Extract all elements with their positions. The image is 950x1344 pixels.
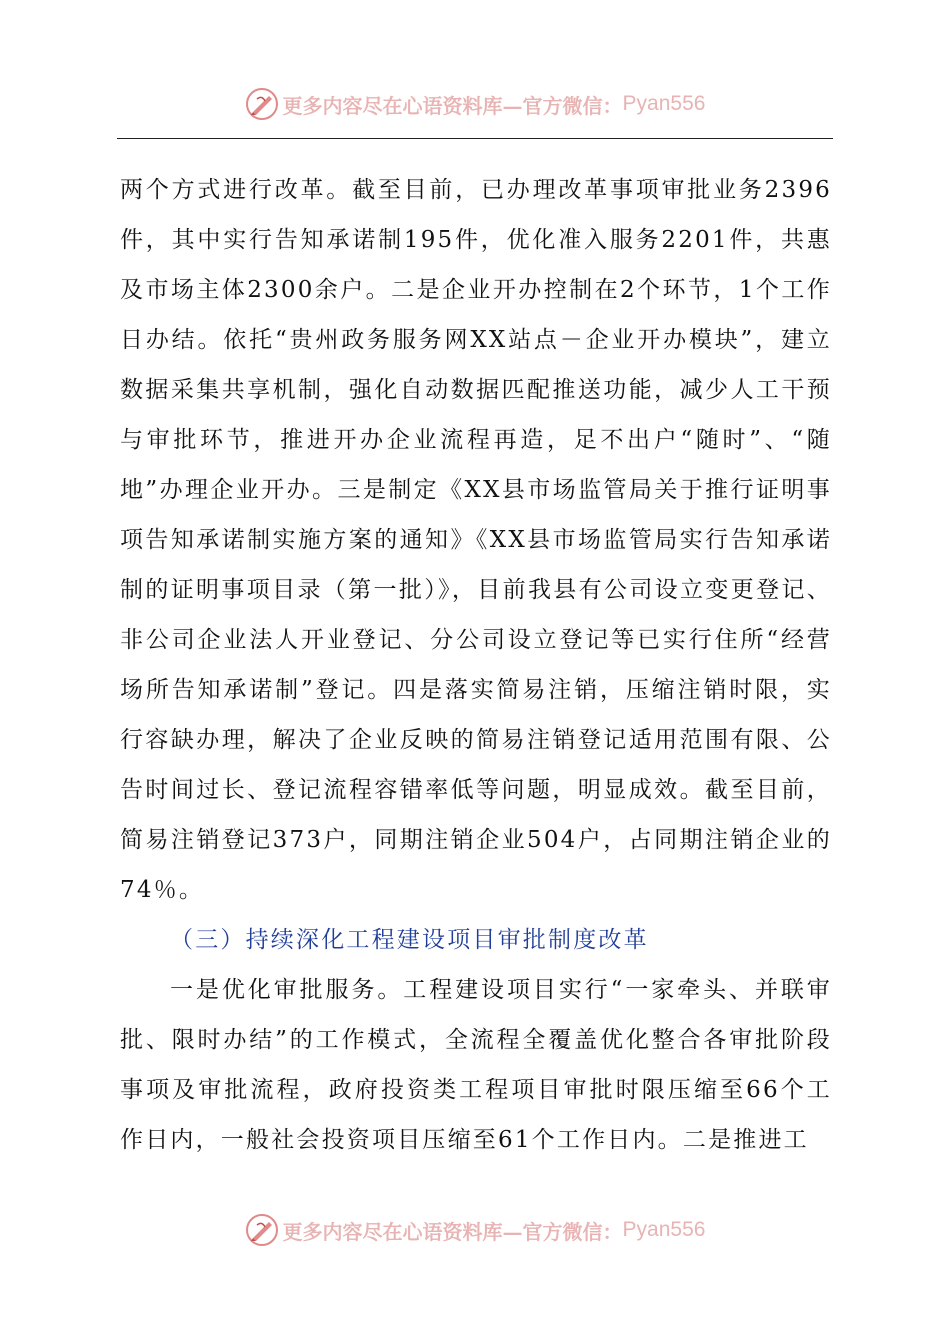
footer-wechat-id: Pyan556	[622, 1218, 706, 1241]
document-body	[120, 165, 832, 1165]
header-divider	[117, 138, 833, 139]
header-brand-text: 更多内容尽在心语资料库—官方微信：	[282, 93, 623, 118]
pen-logo-icon	[245, 1213, 279, 1247]
section-heading: （三）持续深化工程建设项目审批制度改革	[170, 927, 649, 953]
header-wechat-id: Pyan556	[622, 92, 706, 115]
body-paragraph-2: 一是优化审批服务。工程建设项目实行“一家牵头、并联审批、限时办结”的工作模式，全流程全覆盖优化整合各审批阶段事项及审批流程，政府投资类工程项目审批时限压缩至66个工作日内，一般社会投资项目压缩至61个工作日内。二是推进工	[120, 977, 832, 1153]
pen-logo-icon	[245, 87, 279, 121]
footer-banner	[0, 1208, 950, 1252]
body-paragraph-1: 两个方式进行改革。截至目前，已办理改革事项审批业务2396件，其中实行告知承诺制195件，优化准入服务2201件，共惠及市场主体2300余户。二是企业开办控制在2个环节，1个工作日办结。依托“贵州政务服务网XX站点－企业开办模块”，建立数据采集共享机制，强化自动数据匹配推送功能，减少人工干预与审批环节，推进开办企业流程再造，足不出户“随时”、“随地”办理企业开办。三是制定《XX县市场监管局关于推行证明事项告知承诺制实施方案的通知》《XX县市场监管局实行告知承诺制的证明事项目录（第一批）》，目前我县有公司设立变更登记、非公司企业法人开业登记、分公司设立登记等已实行住所“经营场所告知承诺制”登记。四是落实简易注销，压缩注销时限，实行容缺办理，解决了企业反映的简易注销登记适用范围有限、公告时间过长、登记流程容错率低等问题，明显成效。截至目前，简易注销登记373户，同期注销企业504户，占同期注销企业的74％。	[120, 177, 832, 903]
header-banner	[0, 82, 950, 126]
footer-brand-text: 更多内容尽在心语资料库—官方微信：	[282, 1219, 623, 1244]
